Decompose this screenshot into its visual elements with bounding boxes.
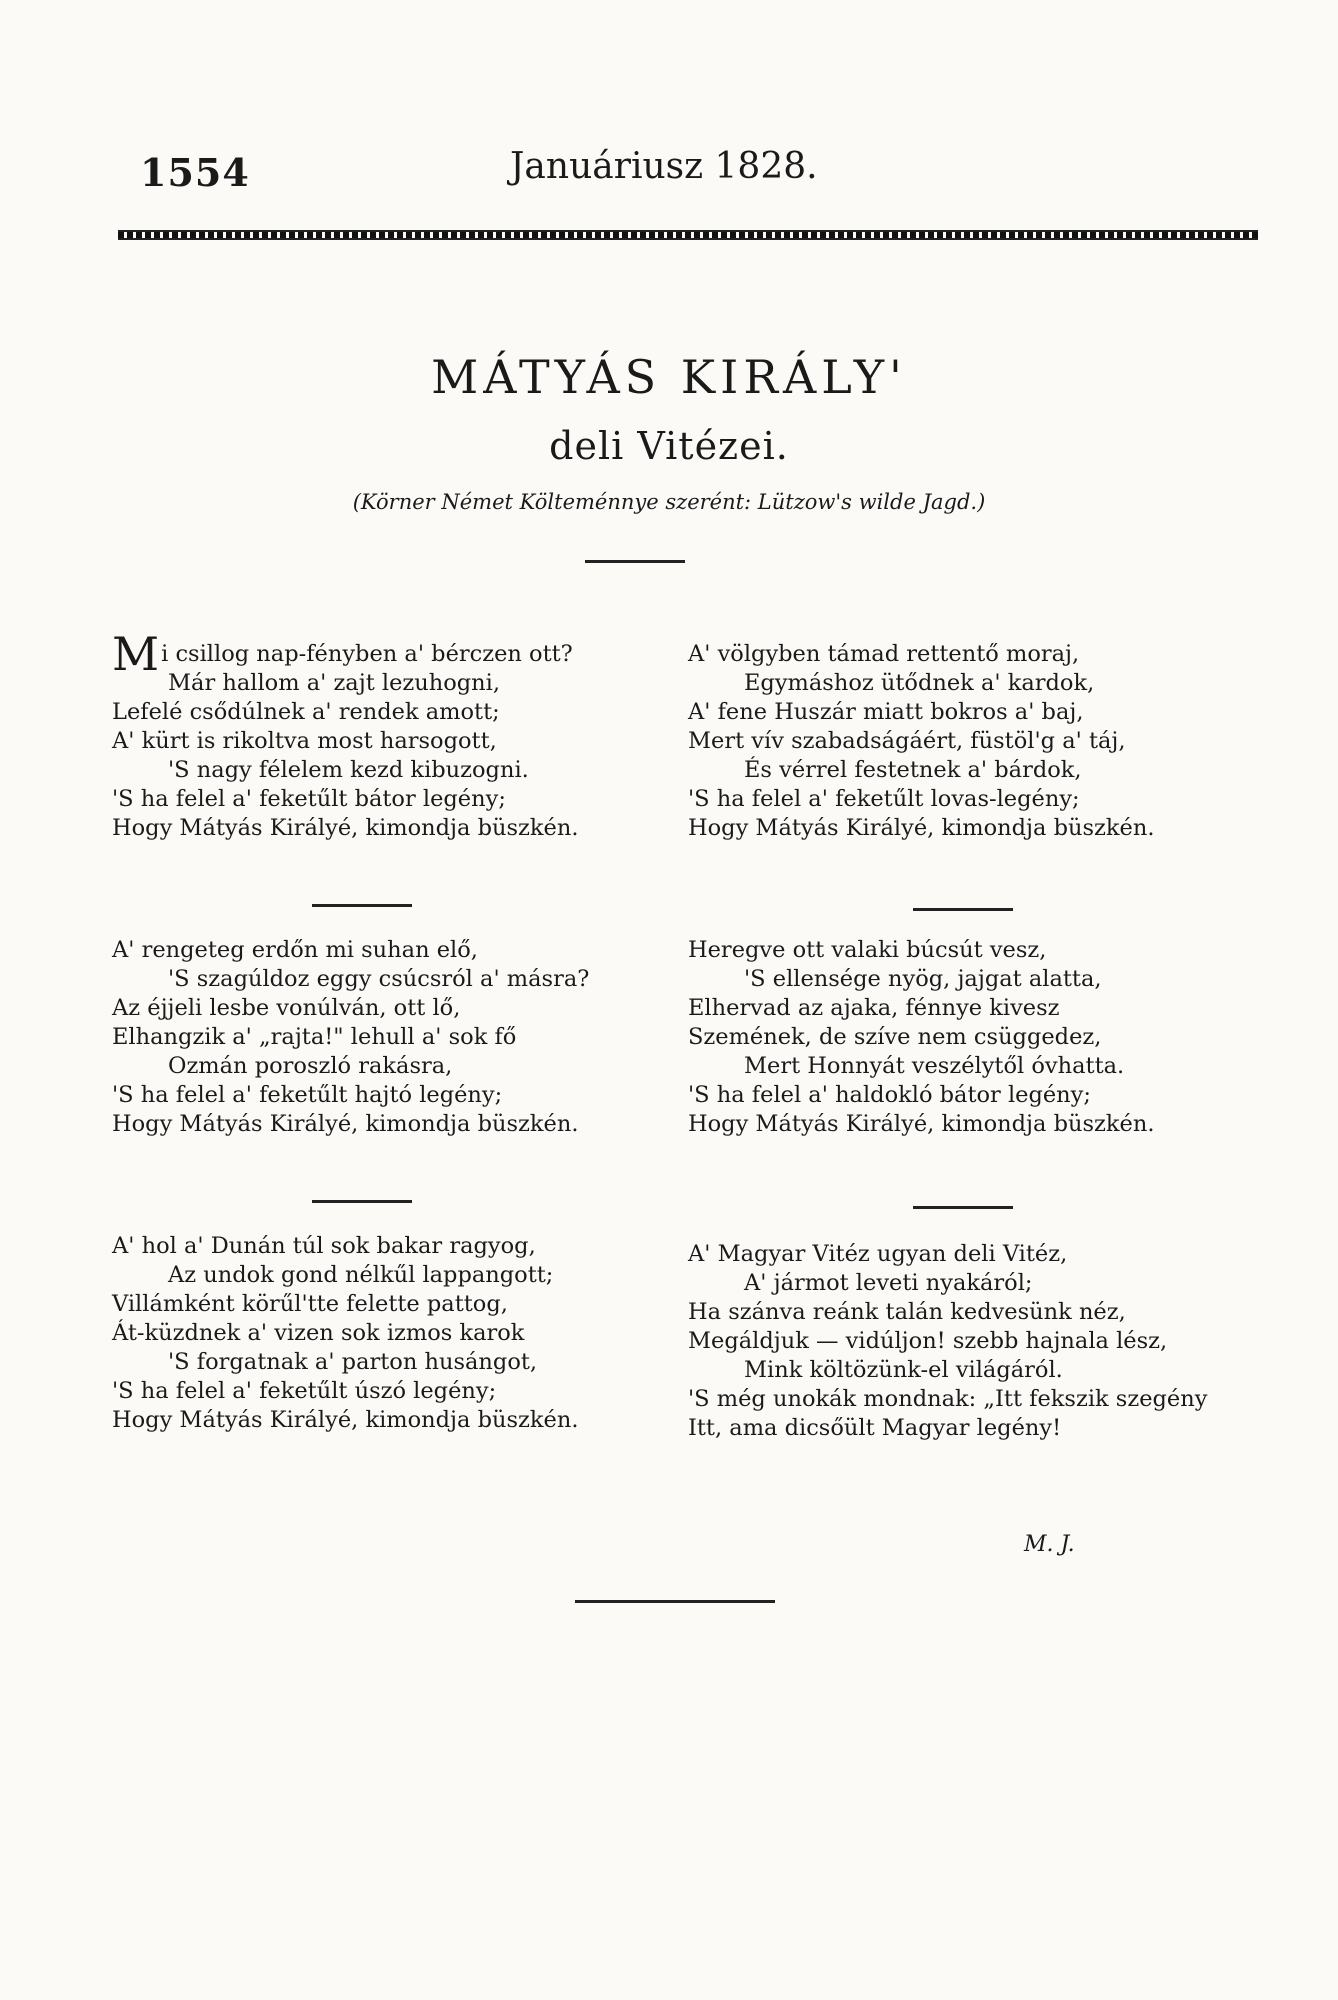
- verse-line: 'S ha felel a' haldokló bátor legény;: [688, 1082, 1091, 1108]
- verse-line: Lefelé csődúlnek a' rendek amott;: [112, 699, 500, 725]
- verse-line: Itt, ama dicsőült Magyar legény!: [688, 1415, 1062, 1441]
- stanza-3: [112, 1232, 692, 1435]
- verse-text: i csillog nap-fényben a' bérczen ott?: [161, 641, 573, 667]
- stanza-6: [688, 1240, 1268, 1443]
- verse-line: Villámként körűl'tte felette pattog,: [112, 1291, 508, 1317]
- verse-line: 'S még unokák mondnak: „Itt fekszik szegény: [688, 1386, 1208, 1412]
- author-signature: M. J.: [1024, 1532, 1075, 1557]
- header-date: Januáriusz 1828.: [510, 146, 818, 187]
- verse-line: Hogy Mátyás Királyé, kimondja büszkén.: [688, 815, 1155, 841]
- verse-line: A' hol a' Dunán túl sok bakar ragyog,: [112, 1233, 536, 1259]
- running-head: [140, 146, 1250, 210]
- verse-line: Ha szánva reánk talán kedvesünk néz,: [688, 1299, 1126, 1325]
- stanza-4: [688, 640, 1268, 843]
- verse-line: A' kürt is rikoltva most harsogott,: [112, 728, 497, 754]
- stanza-divider: [913, 1206, 1013, 1209]
- verse-line: Hogy Mátyás Királyé, kimondja büszkén.: [112, 1111, 579, 1137]
- verse-line: A' völgyben támad rettentő moraj,: [688, 641, 1080, 667]
- verse-line: Elhangzik a' „rajta!" lehull a' sok fő: [112, 1024, 517, 1050]
- verse-line: 'S forgatnak a' parton husángot,: [168, 1349, 538, 1375]
- verse-line: Elhervad az ajaka, fénnye kivesz: [688, 995, 1060, 1021]
- title-divider: [585, 560, 685, 563]
- stanza-1: [112, 627, 692, 843]
- verse-line: 'S ha felel a' feketűlt úszó legény;: [112, 1378, 497, 1404]
- verse-line: 'S nagy félelem kezd kibuzogni.: [168, 757, 529, 783]
- stanza-5: [688, 936, 1268, 1139]
- verse-line: Szemének, de szíve nem csüggedez,: [688, 1024, 1102, 1050]
- verse-line: 'S ha felel a' feketűlt bátor legény;: [112, 786, 506, 812]
- poem-title: MÁTYÁS KIRÁLY': [431, 350, 907, 404]
- verse-line: Heregve ott valaki búcsút vesz,: [688, 937, 1047, 963]
- verse-line: 'S szagúldoz eggy csúcsról a' másra?: [168, 966, 590, 992]
- verse-line: A' jármot leveti nyakáról;: [744, 1270, 1033, 1296]
- verse-line: Az éjjeli lesbe vonúlván, ott lő,: [112, 995, 461, 1021]
- verse-line: Mert vív szabadságáért, füstöl'g a' táj,: [688, 728, 1126, 754]
- poem-subtitle: deli Vitézei.: [549, 424, 789, 468]
- drop-cap: M: [112, 627, 160, 681]
- verse-line: Megáldjuk — vidúljon! szebb hajnala lész,: [688, 1328, 1168, 1354]
- verse-line: Az undok gond nélkűl lappangott;: [168, 1262, 554, 1288]
- stanza-2: [112, 936, 692, 1139]
- verse-line: Hogy Mátyás Királyé, kimondja büszkén.: [112, 815, 579, 841]
- verse-line: [112, 627, 692, 681]
- verse-line: 'S ha felel a' feketűlt lovas-legény;: [688, 786, 1080, 812]
- stanza-divider: [913, 908, 1013, 911]
- verse-line: Át-küzdnek a' vizen sok izmos karok: [112, 1320, 525, 1346]
- verse-line: A' rengeteg erdőn mi suhan elő,: [112, 937, 478, 963]
- verse-line: Már hallom a' zajt lezuhogni,: [168, 670, 501, 696]
- verse-line: Egymáshoz ütődnek a' kardok,: [744, 670, 1095, 696]
- page-number: 1554: [140, 150, 250, 195]
- verse-line: Hogy Mátyás Királyé, kimondja büszkén.: [112, 1407, 579, 1433]
- ornamental-rule: [118, 230, 1258, 240]
- verse-line: Mert Honnyát veszélytől óvhatta.: [744, 1053, 1125, 1079]
- end-divider: [575, 1600, 775, 1603]
- verse-line: Mink költözünk-el világáról.: [744, 1357, 1063, 1383]
- verse-line: Hogy Mátyás Királyé, kimondja büszkén.: [688, 1111, 1155, 1137]
- stanza-divider: [312, 1200, 412, 1203]
- verse-line: 'S ha felel a' feketűlt hajtó legény;: [112, 1082, 503, 1108]
- verse-line: 'S ellensége nyög, jajgat alatta,: [744, 966, 1102, 992]
- source-note: (Körner Német Költeménnye szerént: Lützow's wilde Jagd.): [352, 490, 986, 514]
- verse-line: És vérrel festetnek a' bárdok,: [744, 757, 1082, 783]
- verse-line: A' fene Huszár miatt bokros a' baj,: [688, 699, 1084, 725]
- stanza-divider: [312, 904, 412, 907]
- verse-line: Ozmán poroszló rakásra,: [168, 1053, 453, 1079]
- verse-line: A' Magyar Vitéz ugyan deli Vitéz,: [688, 1241, 1068, 1267]
